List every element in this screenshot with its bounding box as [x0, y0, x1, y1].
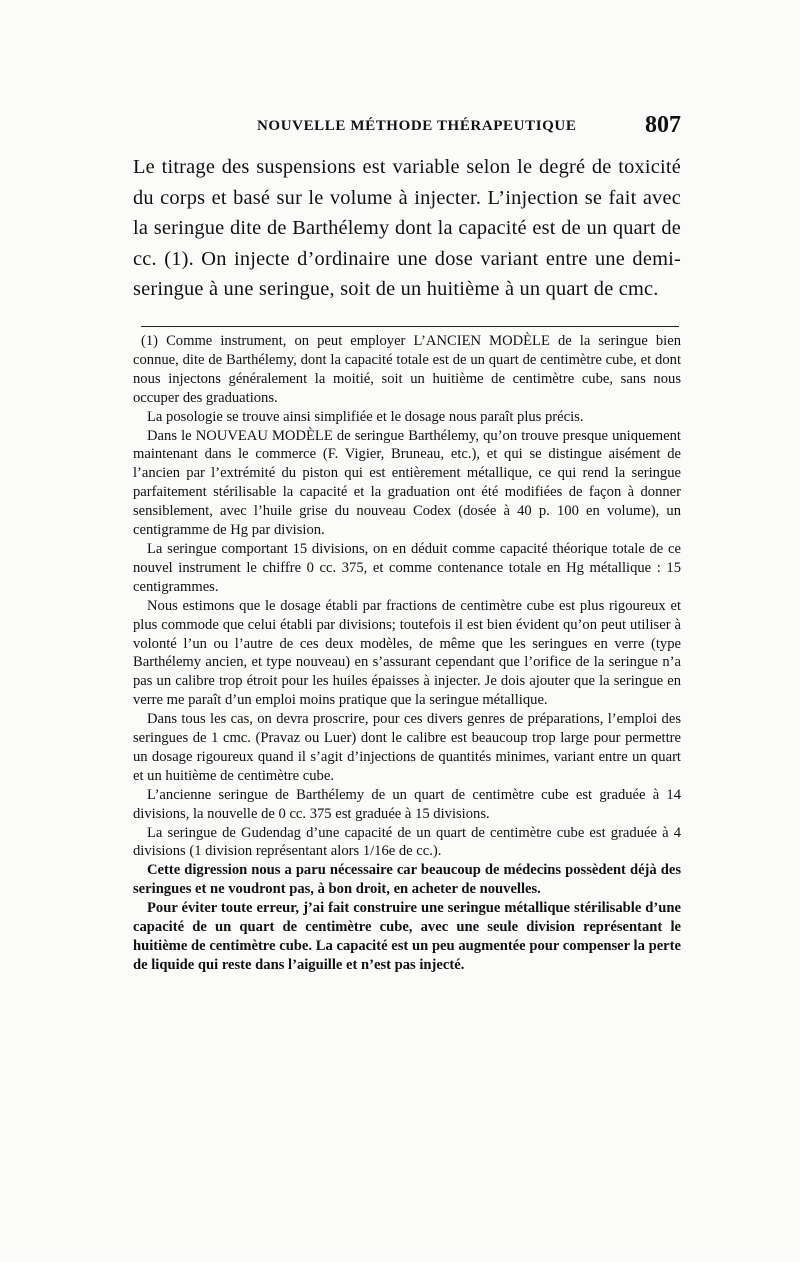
running-title: NOUVELLE MÉTHODE THÉRAPEUTIQUE	[257, 118, 577, 134]
main-paragraph: Le titrage des suspensions est variable selon le degré de toxicité du corps et basé sur le volume à injecter. L’injection se fait avec la seringue dite de Barthélemy dont la capacité est de un quart de cc. (1). On injecte d’ordinaire une dose variant entre une demi-seringue à une seringue, soit de un huitième à un quart de cmc.	[133, 156, 681, 301]
page-header	[133, 112, 681, 142]
page-number: 807	[645, 112, 681, 138]
footnote-paragraph: La seringue comportant 15 divisions, on en déduit comme capacité théorique totale de ce nouvel instrument le chiffre 0 cc. 375, et comme contenance totale en Hg métallique : 15 centigrammes.	[133, 540, 681, 595]
footnote-paragraph: La seringue de Gudendag d’une capacité de un quart de centimètre cube est graduée à 4 divisions (1 division représentant alors 1/16e de cc.).	[133, 824, 681, 860]
footnote-paragraph: Cette digression nous a paru nécessaire car beaucoup de médecins possèdent déjà des seringues et ne voudront pas, à bon droit, en acheter de nouvelles.	[133, 862, 681, 898]
footnote-block	[133, 332, 681, 975]
footnote-paragraph: Pour éviter toute erreur, j’ai fait construire une seringue métallique stérilisable d’une capacité de un quart de centimètre cube, avec une seule division représentant le huitième de centimètre cube. La capacité est un peu augmentée pour compenser la perte de liquide qui reste dans l’aiguille et n’est pas injecté.	[133, 900, 681, 973]
footnote-paragraph: L’ancienne seringue de Barthélemy de un quart de centimètre cube est graduée à 14 divisions, la nouvelle de 0 cc. 375 est graduée à 15 divisions.	[133, 786, 681, 822]
footnote-paragraph: (1) Comme instrument, on peut employer L’ANCIEN MODÈLE de la seringue bien connue, dite de Barthélemy, dont la capacité totale est de un quart de centimètre cube, et dont nous injectons généralement la moitié, soit un huitième de centimètre cube, sans nous occuper des graduations.	[133, 333, 681, 406]
footnote-paragraph: Nous estimons que le dosage établi par fractions de centimètre cube est plus rigoureux et plus commode que celui établi par divisions; toutefois il est bien évident qu’on peut utiliser à volonté l’un ou l’autre de ces deux modèles, de même que les seringues en verre (type Barthélemy ancien, et type nouveau) en s’assurant cependant que l’orifice de la seringue n’a pas un calibre trop étroit pour les huiles épaisses à injecter. Je dois ajouter que la seringue en verre me paraît d’un emploi moins pratique que la seringue métallique.	[133, 597, 681, 709]
footnote-paragraph: La posologie se trouve ainsi simplifiée et le dosage nous paraît plus précis.	[147, 408, 584, 425]
footnote-paragraph: Dans le NOUVEAU MODÈLE de seringue Barthélemy, qu’on trouve presque uniquement maintenant dans le commerce (F. Vigier, Bruneau, etc.), et qui se distingue aisément de l’ancien par l’extrémité du piston qui est entièrement métallique, ce qui rend la seringue parfaitement stérilisable la capacité et la graduation ont été modifiées de façon à donner sensiblement, avec l’huile grise du nouveau Codex (dosée à 40 p. 100 en volume), un centigramme de Hg par division.	[133, 427, 681, 539]
footnote-paragraph: Dans tous les cas, on devra proscrire, pour ces divers genres de préparations, l’emploi des seringues de 1 cmc. (Pravaz ou Luer) dont le calibre est beaucoup trop large pour permettre un dosage rigoureux quand il s’agit d’injections de quantités minimes, variant entre un quart et un huitième de centimètre cube.	[133, 711, 681, 784]
footnote-divider	[141, 326, 679, 327]
